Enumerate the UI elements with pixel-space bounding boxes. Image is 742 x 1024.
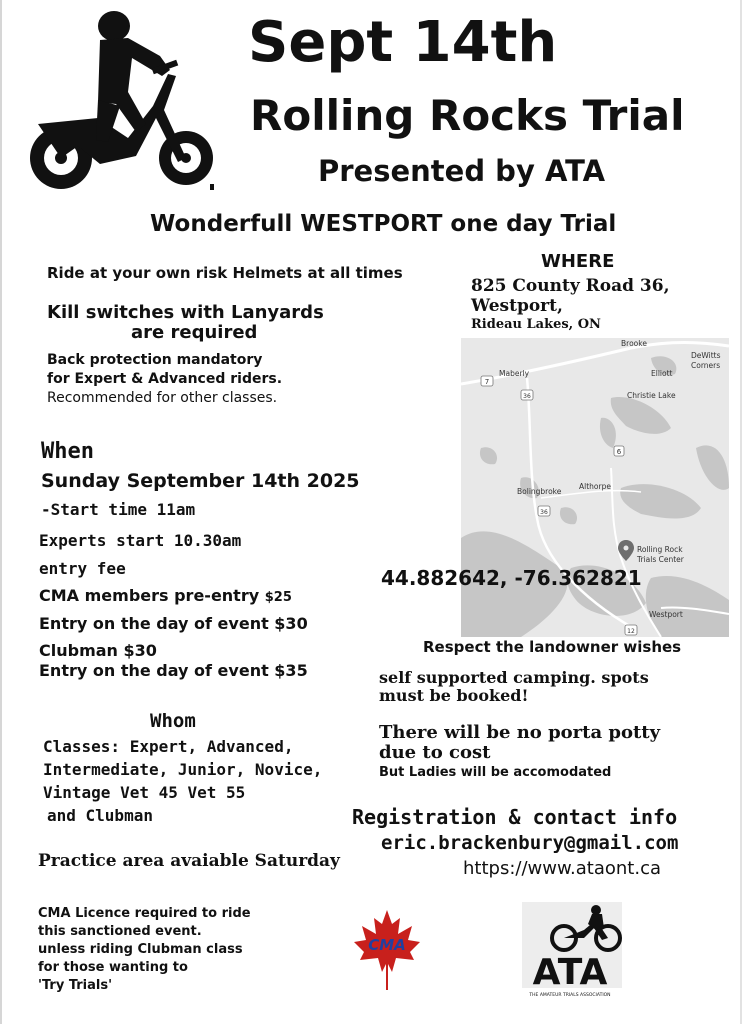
respect-landowner: Respect the landowner wishes — [423, 638, 682, 656]
presenter: Presented by ATA — [318, 154, 606, 188]
day-entry-fee: Entry on the day of event $30 — [39, 614, 308, 633]
licence-line-1: CMA Licence required to ride — [38, 906, 251, 921]
svg-text:7: 7 — [484, 378, 490, 386]
cma-maple-leaf-logo — [352, 908, 422, 992]
map-label-dewitts: DeWitts — [691, 351, 721, 360]
event-date-full: Sunday September 14th 2025 — [41, 470, 360, 492]
map-label-elliott: Elliott — [651, 369, 673, 378]
highway-shield-7 — [481, 376, 493, 386]
licence-line-2: this sanctioned event. — [38, 924, 202, 939]
page-border-left — [0, 0, 2, 1024]
kill-switch-text-1: Kill switches with Lanyards — [47, 302, 324, 323]
highway-shield-36-south — [538, 506, 550, 516]
camping-line-1: self supported camping. spots — [379, 668, 649, 687]
svg-text:36: 36 — [523, 393, 531, 400]
tagline: Wonderfull WESTPORT one day Trial — [150, 211, 617, 237]
licence-line-5: 'Try Trials' — [38, 978, 113, 993]
ata-logo — [512, 900, 630, 1004]
trials-rider-silhouette — [28, 6, 218, 194]
where-heading: WHERE — [541, 251, 615, 272]
licence-line-4: for those wanting to — [38, 960, 188, 975]
when-heading: When — [41, 439, 94, 464]
classes-line-4: and Clubman — [47, 806, 153, 825]
back-protection-text-1: Back protection mandatory — [47, 352, 263, 368]
whom-heading: Whom — [150, 710, 196, 732]
website-link[interactable]: https://www.ataont.ca — [463, 858, 661, 879]
ata-logo-subtext: THE AMATEUR TRIALS ASSOCIATION — [529, 993, 611, 998]
cma-logo-text: CMA — [368, 936, 406, 954]
highway-shield-12 — [625, 625, 637, 635]
event-date-title: Sept 14th — [248, 10, 558, 75]
event-name: Rolling Rocks Trial — [250, 91, 685, 140]
map-label-corners: Corners — [691, 361, 721, 370]
clubman-fee: Clubman $30 — [39, 641, 157, 660]
highway-shield-6 — [614, 446, 624, 456]
cma-pre-entry — [39, 585, 292, 609]
camping-line-2: must be booked! — [379, 686, 529, 705]
highway-shield-36-north — [521, 390, 533, 400]
porta-potty-line-1: There will be no porta potty — [379, 722, 661, 743]
licence-line-3: unless riding Clubman class — [38, 942, 243, 957]
cma-pre-entry-label: CMA members pre-entry — [39, 586, 260, 605]
map-label-westport: Westport — [649, 610, 683, 619]
risk-helmets-text: Ride at your own risk Helmets at all times — [47, 264, 403, 282]
porta-potty-line-2: due to cost — [379, 742, 491, 763]
classes-line-3: Vintage Vet 45 Vet 55 — [43, 783, 246, 802]
map-label-christie-lake: Christie Lake — [627, 391, 676, 400]
entry-fee-heading: entry fee — [39, 559, 126, 578]
classes-line-1: Classes: Expert, Advanced, — [43, 737, 294, 756]
experts-start: Experts start 10.30am — [39, 531, 242, 550]
clubman-day-fee: Entry on the day of event $35 — [39, 661, 308, 680]
cma-pre-entry-price: $25 — [264, 590, 292, 605]
svg-text:12: 12 — [627, 628, 635, 635]
map-label-althorpe: Althorpe — [579, 482, 611, 491]
kill-switch-text-2: are required — [131, 322, 258, 343]
location-map[interactable] — [461, 338, 729, 637]
back-protection-text-2: for Expert & Advanced riders. — [47, 371, 283, 387]
practice-area-text: Practice area avaiable Saturday — [38, 851, 340, 871]
classes-line-2: Intermediate, Junior, Novice, — [43, 760, 323, 779]
back-protection-text-3: Recommended for other classes. — [47, 390, 278, 406]
svg-text:6: 6 — [616, 448, 622, 456]
gps-coordinates: 44.882642, -76.362821 — [381, 566, 642, 590]
registration-heading: Registration & contact info — [352, 805, 678, 829]
contact-email-link[interactable]: eric.brackenbury@gmail.com — [381, 832, 679, 854]
ata-logo-text: ATA — [532, 952, 608, 993]
map-label-trials-center: Trials Center — [637, 555, 684, 564]
map-label-maberly: Maberly — [499, 369, 530, 378]
svg-text:36: 36 — [540, 509, 548, 516]
map-label-bolingbroke: Bolingbroke — [517, 487, 562, 496]
address-line-1: 825 County Road 36, — [471, 276, 670, 296]
start-time: -Start time 11am — [41, 500, 196, 519]
map-label-rolling-rock: Rolling Rock — [637, 545, 683, 554]
address-line-2: Westport, — [471, 296, 563, 316]
address-line-3: Rideau Lakes, ON — [471, 317, 601, 332]
ladies-note: But Ladies will be accomodated — [379, 765, 612, 780]
map-label-brooke: Brooke — [621, 339, 647, 348]
